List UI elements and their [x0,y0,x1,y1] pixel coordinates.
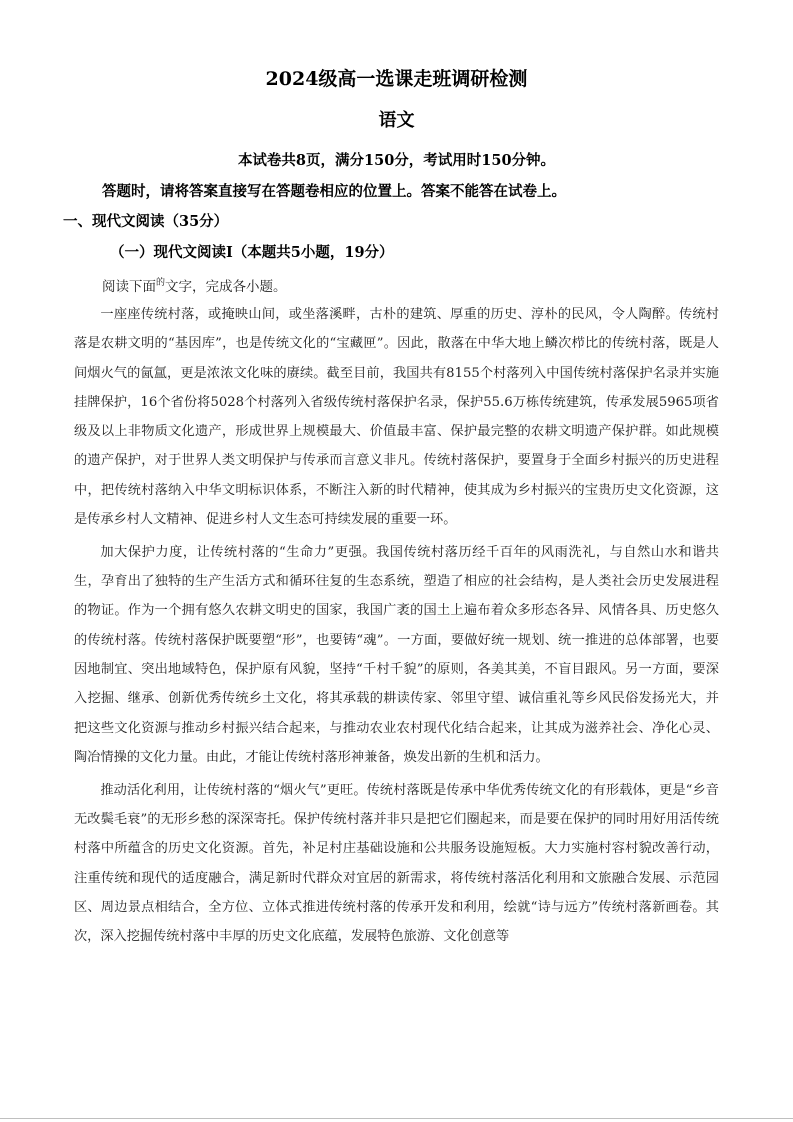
instruction-pre: 阅读下面 [102,279,156,295]
passage-paragraph-3: 推动活化利用，让传统村落的“烟火气”更旺。传统村落既是传承中华优秀传统文化的有形载体，更是“乡音无改鬓毛衰”的无形乡愁的深深寄托。保护传统村落并非只是把它们圈起来，而是要在保护的同时用好用活传统村落中所蕴含的历史文化资源。首先，补足村庄基础设施和公共服务设施短板。大力实施村容村貌改善行动，注重传统和现代的适度融合，满足新时代群众对宜居的新需求，将传统村落活化利用和文旅融合发展、示范园区、周边景点相结合，全方位、立体式推进传统村落的传承开发和利用，绘就“诗与远方”传统村落新画卷。其次，深入挖掘传统村落中丰厚的历史文化底蕴，发展特色旅游、文化创意等 [74,782,719,945]
subject-title: 语文 [378,110,415,131]
passage-paragraph-1: 一座座传统村落，或掩映山间，或坐落溪畔，古朴的建筑、厚重的历史、淳朴的民风，令人陶醉。传统村落是农耕文明的“基因库”，也是传统文化的“宝藏匣”。因此，散落在中华大地上鳞次栉比的传统村落，既是人间烟火气的氤氲，更是浓浓文化味的赓续。截至目前，我国共有8155个村落列入中国传统村落保护名录并实施挂牌保护，16个省份将5028个村落列入省级传统村落保护名录，保护55.6万栋传统建筑，传承发展5965项省级及以上非物质文化遗产，形成世界上规模最大、价值最丰富、保护最完整的农耕文明遗产保护群。如此规模的遗产保护，对于世界人类文明保护与传承而言意义非凡。传统村落保护，要置身于全面乡村振兴的历史进程中，把传统村落纳入中华文明标识体系，不断注入新的时代精神，使其成为乡村振兴的宝贵历史文化资源，这是传承乡村人文精神、促进乡村人文生态可持续发展的重要一环。 [74,307,719,528]
reading-passage [74,300,719,952]
exam-info: 本试卷共8页，满分150分，考试用时150分钟。 [237,152,556,169]
answer-notice: 答题时，请将答案直接写在答题卷相应的位置上。答案不能答在试卷上。 [102,183,566,200]
section-heading: 一、现代文阅读（35分） [63,213,229,230]
instruction-superscript: 的 [156,278,166,288]
subsection-heading: （一）现代文阅读Ⅰ（本题共5小题，19分） [110,244,394,261]
instruction-post: 文字，完成各小题。 [165,279,287,295]
passage-paragraph-2: 加大保护力度，让传统村落的“生命力”更强。我国传统村落历经千百年的风雨洗礼，与自然山水和谐共生，孕育出了独特的生产生活方式和循环往复的生态系统，塑造了相应的社会结构，是人类社会历史发展进程的物证。作为一个拥有悠久农耕文明史的国家，我国广袤的国土上遍布着众多形态各异、风情各具、历史悠久的传统村落。传统村落保护既要塑“形”，也要铸“魂”。一方面，要做好统一规划、统一推进的总体部署，也要因地制宜、突出地域特色，保护原有风貌，坚持“千村千貌”的原则，各美其美，不盲目跟风。另一方面，要深入挖掘、继承、创新优秀传统乡土文化，将其承载的耕读传家、邻里守望、诚信重礼等乡风民俗发扬光大，并把这些文化资源与推动乡村振兴结合起来，与推动农业农村现代化结合起来，让其成为滋养社会、净化心灵、陶冶情操的文化力量。由此，才能让传统村落形神兼备，焕发出新的生机和活力。 [74,544,719,765]
page-bottom-divider [0,1118,793,1119]
reading-instruction [102,275,287,295]
exam-title: 2024级高一选课走班调研检测 [265,68,528,90]
